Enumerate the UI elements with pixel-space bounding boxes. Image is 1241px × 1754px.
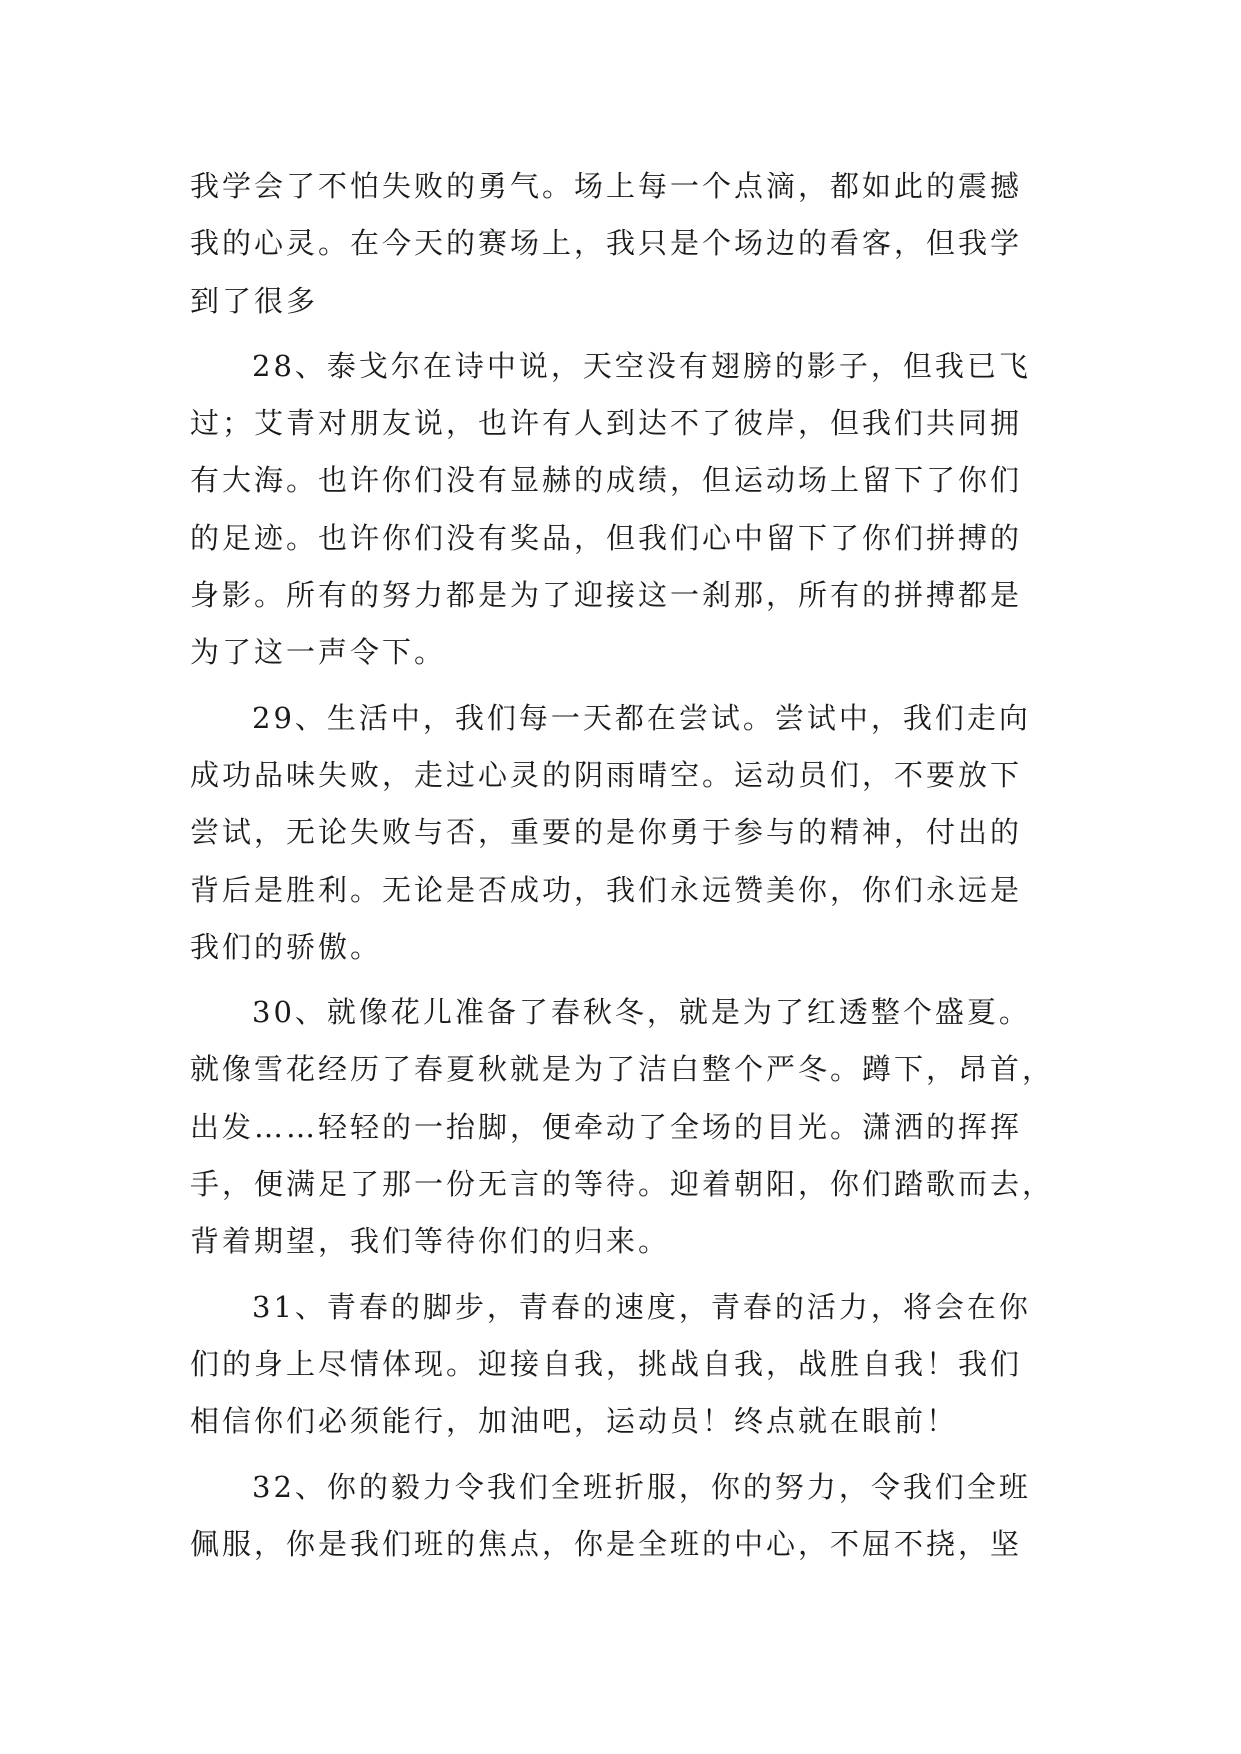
text-line: 为了这一声令下。 (190, 635, 447, 670)
text-line: 尝试，无论失败与否，重要的是你勇于参与的精神，付出的 (190, 815, 1023, 850)
text-line: 身影。所有的努力都是为了迎接这一刹那，所有的拼搏都是 (190, 578, 1023, 613)
text-line: 我的心灵。在今天的赛场上，我只是个场边的看客，但我学 (190, 226, 1023, 261)
text-line: 们的身上尽情体现。迎接自我，挑战自我，战胜自我！我们 (190, 1346, 1023, 1381)
text-line: 我们的骄傲。 (190, 929, 383, 964)
text-line: 过；艾青对朋友说，也许有人到达不了彼岸，但我们共同拥 (190, 406, 1023, 441)
paragraph-gap (190, 330, 1070, 338)
paragraph-gap (190, 976, 1070, 984)
text-line: 的足迹。也许你们没有奖品，但我们心中留下了你们拼搏的 (190, 520, 1023, 555)
text-line: 出发……轻轻的一抬脚，便牵动了全场的目光。潇洒的挥挥 (190, 1109, 1023, 1144)
document-body (190, 158, 1070, 1573)
paragraph-start-29: 29、生活中，我们每一天都在尝试。尝试中，我们走向 (252, 700, 1031, 735)
text-line: 背着期望，我们等待你们的归来。 (190, 1224, 671, 1259)
text-line: 佩服，你是我们班的焦点，你是全班的中心，不屈不挠，坚 (190, 1526, 1023, 1561)
text-line: 背后是胜利。无论是否成功，我们永远赞美你，你们永远是 (190, 872, 1023, 907)
paragraph-gap (190, 682, 1070, 690)
paragraph-gap (190, 1271, 1070, 1279)
paragraph-start-31: 31、青春的脚步，青春的速度，青春的活力，将会在你 (252, 1289, 1031, 1324)
text-line: 有大海。也许你们没有显赫的成绩，但运动场上留下了你们 (190, 463, 1023, 498)
paragraph-gap (190, 1451, 1070, 1459)
paragraph-start-32: 32、你的毅力令我们全班折服，你的努力，令我们全班 (252, 1469, 1031, 1504)
text-line: 到了很多 (190, 283, 319, 318)
paragraph-start-30: 30、就像花儿准备了春秋冬，就是为了红透整个盛夏。 (252, 995, 1031, 1030)
paragraph-start-28: 28、泰戈尔在诗中说，天空没有翅膀的影子，但我已飞 (252, 348, 1031, 383)
text-line: 就像雪花经历了春夏秋就是为了洁白整个严冬。蹲下，昂首， (190, 1052, 1055, 1087)
text-line: 相信你们必须能行，加油吧，运动员！终点就在眼前！ (190, 1404, 959, 1439)
text-line: 手，便满足了那一份无言的等待。迎着朝阳，你们踏歌而去， (190, 1167, 1055, 1202)
text-line: 我学会了不怕失败的勇气。场上每一个点滴，都如此的震撼 (190, 169, 1023, 203)
text-line: 成功品味失败，走过心灵的阴雨晴空。运动员们，不要放下 (190, 757, 1023, 792)
